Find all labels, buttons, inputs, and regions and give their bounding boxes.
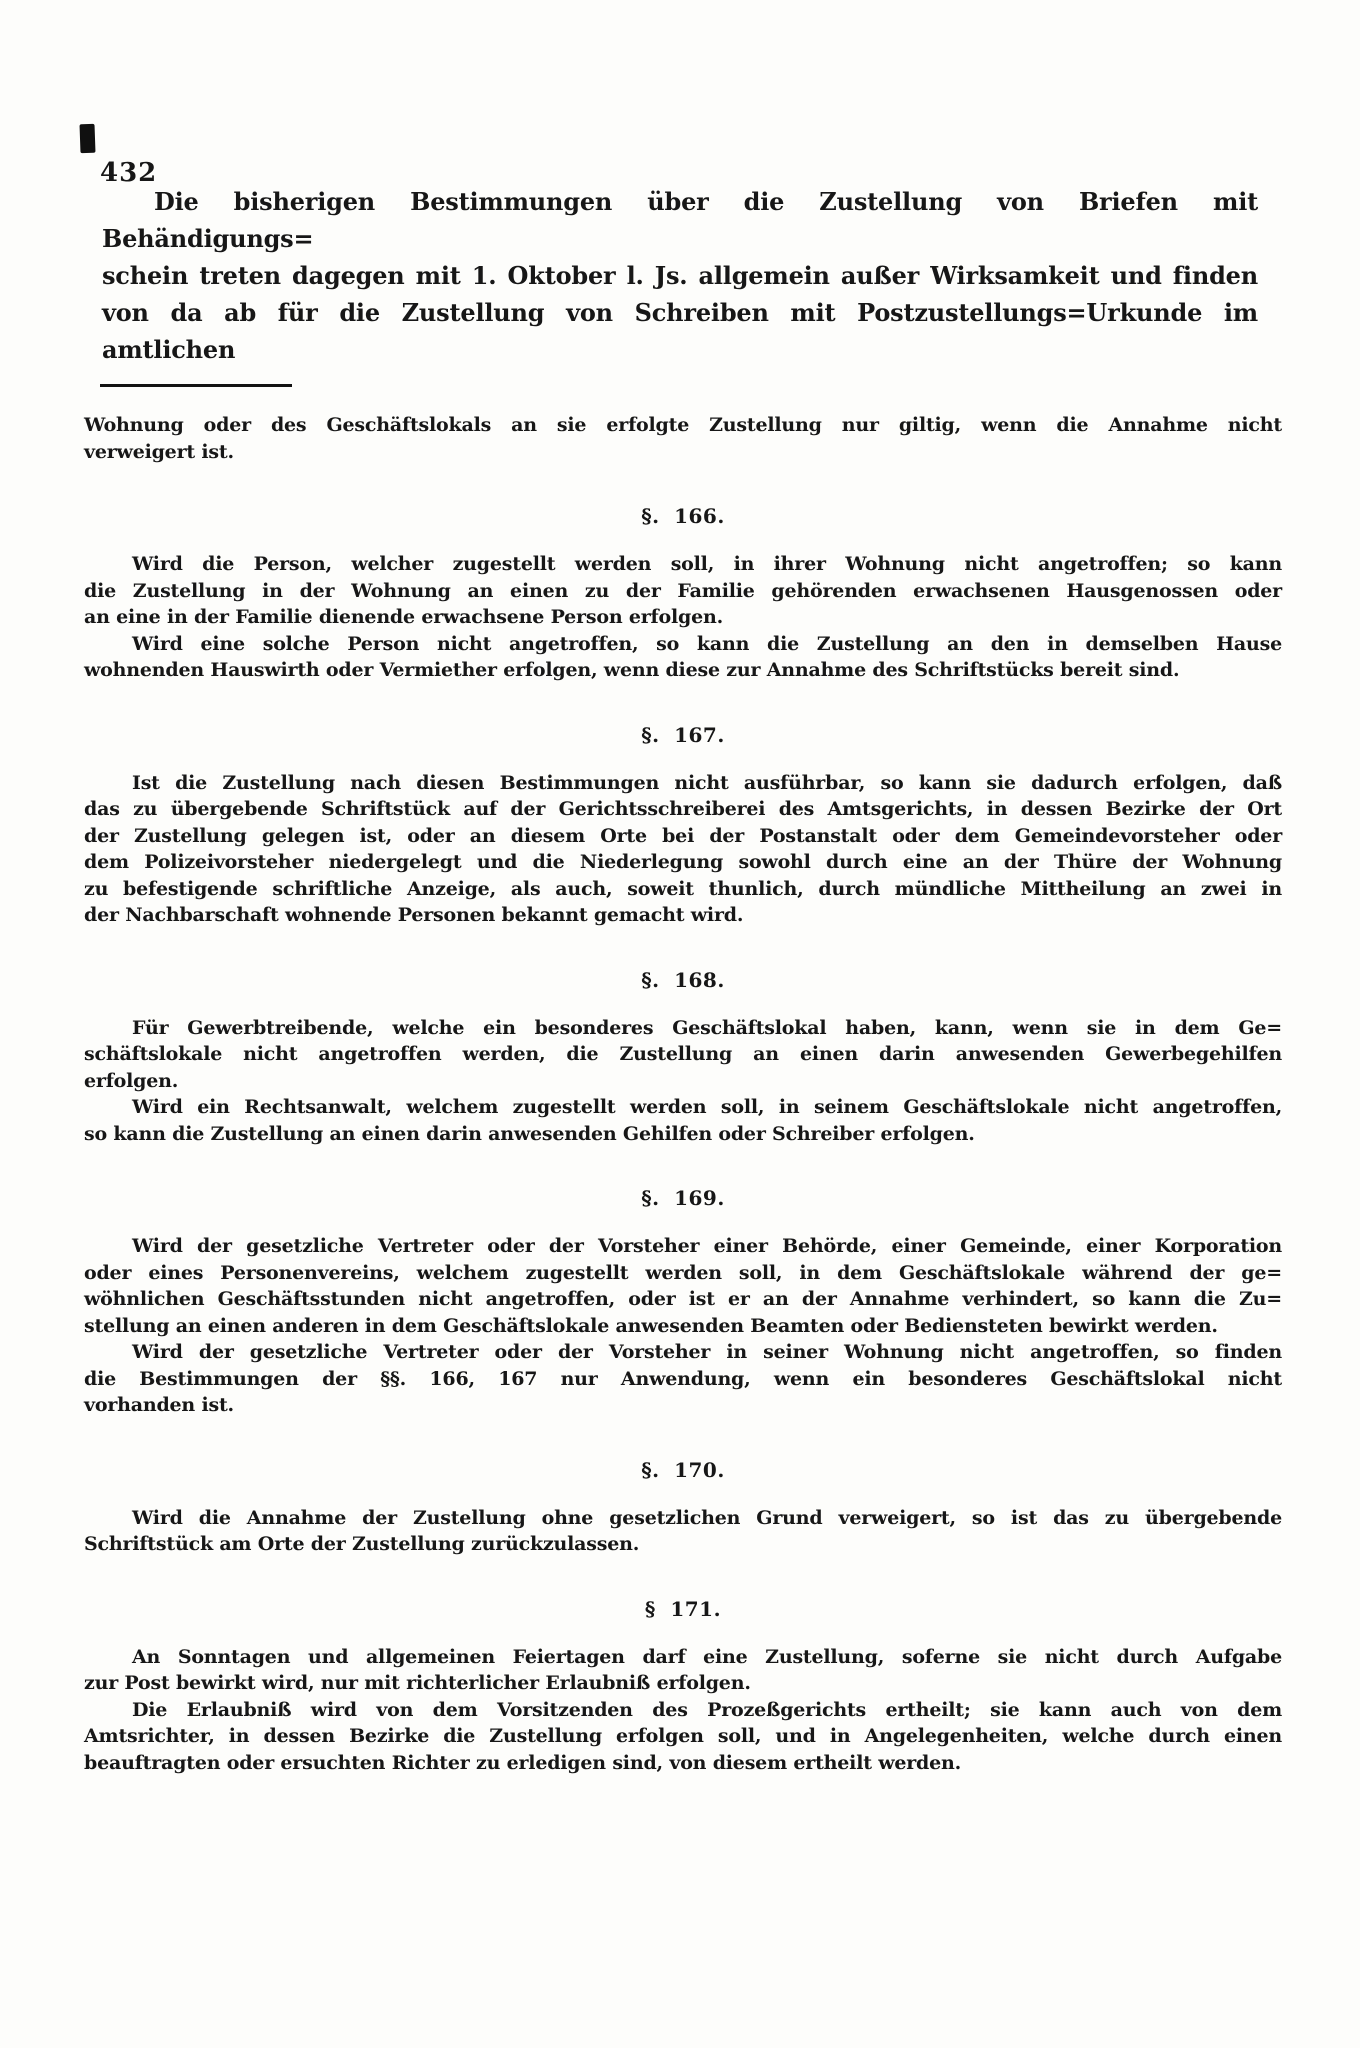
text-line: von da ab für die Zustellung von Schreiben mit Postzustellungs=Urkunde im amtlichen (102, 298, 1258, 364)
text-line: zu befestigende schriftliche Anzeige, als auch, soweit thunlich, durch mündliche Mittheilung an zwei in (84, 877, 1282, 900)
section-paragraph (84, 1644, 1282, 1697)
text-line: Wird die Person, welcher zugestellt werden soll, in ihrer Wohnung nicht angetroffen; so kann (132, 553, 1282, 575)
section-paragraph (84, 770, 1282, 929)
section-paragraph (84, 1094, 1282, 1147)
text-line: erfolgen. (84, 1069, 179, 1092)
text-line: schäftslokale nicht angetroffen werden, die Zustellung an einen darin anwesenden Gewerbegehilfen (84, 1043, 1282, 1065)
text-line: so kann die Zustellung an einen darin anwesenden Gehilfen oder Schreiber erfolgen. (84, 1122, 975, 1145)
text-line: verweigert ist. (84, 440, 234, 463)
section-heading: §. 170. (641, 1457, 725, 1482)
section-heading: §. 166. (641, 504, 725, 528)
text-line: Schriftstück am Orte der Zustellung zurückzulassen. (84, 1533, 640, 1555)
text-line: Wird der gesetzliche Vertreter oder der Vorsteher einer Behörde, einer Gemeinde, einer Korporation (132, 1235, 1282, 1257)
section-paragraph (84, 1697, 1282, 1777)
section-heading: §. 167. (641, 722, 725, 747)
text-line: Wohnung oder des Geschäftslokals an sie erfolgte Zustellung nur giltig, wenn die Annahme nicht (84, 414, 1282, 436)
section-paragraph (84, 1015, 1282, 1095)
text-line: An Sonntagen und allgemeinen Feiertagen darf eine Zustellung, soferne sie nicht durch Aufgabe (132, 1645, 1282, 1668)
text-line: Wird eine solche Person nicht angetroffen, so kann die Zustellung an den in demselben Hause (132, 632, 1282, 655)
section-paragraph (84, 1233, 1282, 1339)
text-line: dem Polizeivorsteher niedergelegt und die Niederlegung sowohl durch eine an der Thüre der Wohnung (84, 851, 1282, 873)
text-line: die Bestimmungen der §§. 166, 167 nur Anwendung, wenn ein besonderes Geschäftslokal nicht (84, 1367, 1282, 1390)
text-line: der Zustellung gelegen ist, oder an diesem Orte bei der Postanstalt oder dem Gemeindevorsteher oder (84, 824, 1282, 847)
text-line: wöhnlichen Geschäftsstunden nicht angetroffen, oder ist er an der Annahme verhindert, so kann die Zu= (84, 1288, 1282, 1310)
text-line: schein treten dagegen mit 1. Oktober l. Js. allgemein außer Wirksamkeit und finden (102, 261, 1258, 290)
text-line: oder eines Personenvereins, welchem zugestellt werden soll, in dem Geschäftslokale während der ge= (84, 1261, 1282, 1284)
section-paragraph (84, 631, 1282, 684)
text-line: wohnenden Hauswirth oder Vermiether erfolgen, wenn diese zur Annahme des Schriftstücks bereit sind. (84, 659, 1180, 681)
section-heading: §. 168. (641, 967, 725, 992)
ink-blot-mark (79, 124, 95, 154)
text-line: an eine in der Familie dienende erwachsene Person erfolgen. (84, 606, 724, 628)
text-line: stellung an einen anderen in dem Geschäftslokale anwesenden Beamten oder Bediensteten bewirkt werden. (84, 1314, 1218, 1337)
text-line: Amtsrichter, in dessen Bezirke die Zustellung erfolgen soll, und in Angelegenheiten, welche durch einen (84, 1725, 1282, 1747)
section-heading: § 171. (644, 1596, 722, 1621)
text-line: Wird ein Rechtsanwalt, welchem zugestellt werden soll, in seinem Geschäftslokale nicht angetroffen, (132, 1096, 1282, 1118)
text-line: zur Post bewirkt wird, nur mit richterlicher Erlaubniß erfolgen. (84, 1672, 751, 1694)
footnote-continuation-paragraph (84, 412, 1282, 465)
text-line: Wird der gesetzliche Vertreter oder der Vorsteher in seiner Wohnung nicht angetroffen, so finden (132, 1341, 1282, 1363)
footnote-divider-rule (100, 384, 292, 387)
section-paragraph (84, 1505, 1282, 1558)
text-line: das zu übergebende Schriftstück auf der Gerichtsschreiberei des Amtsgerichts, in dessen Bezirke der Ort (84, 798, 1282, 820)
footnote-body (84, 412, 1282, 1776)
text-line: Ist die Zustellung nach diesen Bestimmungen nicht ausführbar, so kann sie dadurch erfolgen, daß (132, 771, 1282, 794)
section-paragraph (84, 1339, 1282, 1419)
page-number: 432 (100, 158, 158, 188)
text-line: beauftragten oder ersuchten Richter zu erledigen sind, von diesem ertheilt werden. (84, 1751, 962, 1774)
text-line: Wird die Annahme der Zustellung ohne gesetzlichen Grund verweigert, so ist das zu übergebende (132, 1506, 1282, 1529)
text-line: die Zustellung in der Wohnung an einen zu der Familie gehörenden erwachsenen Hausgenossen oder (84, 579, 1282, 602)
text-line: Die Erlaubniß wird von dem Vorsitzenden des Prozeßgerichts ertheilt; sie kann auch von dem (132, 1698, 1282, 1721)
main-paragraph (102, 183, 1258, 368)
section-paragraph (84, 551, 1282, 631)
text-line: Die bisherigen Bestimmungen über die Zustellung von Briefen mit Behändigungs= (102, 187, 1258, 253)
text-line: vorhanden ist. (84, 1394, 234, 1416)
text-line: Für Gewerbtreibende, welche ein besonderes Geschäftslokal haben, kann, wenn sie in dem Ge= (132, 1016, 1282, 1039)
text-line: der Nachbarschaft wohnende Personen bekannt gemacht wird. (84, 904, 744, 926)
section-heading: §. 169. (641, 1186, 725, 1210)
